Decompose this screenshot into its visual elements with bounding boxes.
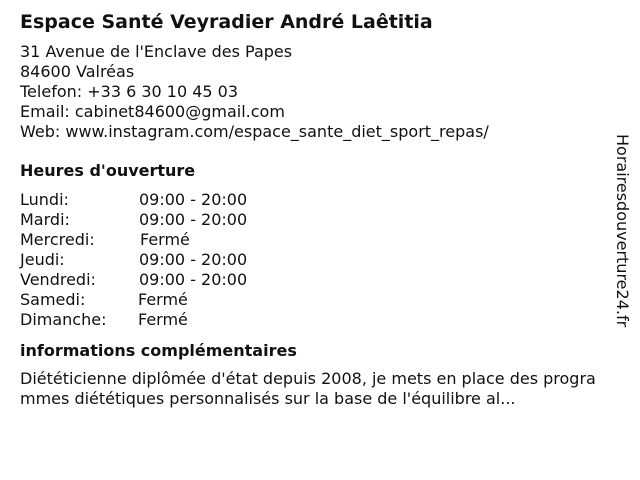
site-watermark: Horairesdouverture24.fr <box>613 134 632 328</box>
day-label: Dimanche: <box>20 310 107 329</box>
address-line-2: 84600 Valréas <box>20 62 135 81</box>
day-label: Samedi: <box>20 290 86 309</box>
phone-line: Telefon: +33 6 30 10 45 03 <box>20 82 239 101</box>
email-line: Email: cabinet84600@gmail.com <box>20 102 285 121</box>
opening-hours-heading: Heures d'ouverture <box>20 161 196 180</box>
contact-block <box>20 42 610 142</box>
business-card <box>20 10 610 409</box>
day-hours: Fermé <box>140 230 190 249</box>
web-line: Web: www.instagram.com/espace_sante_diet_sport_repas/ <box>20 122 489 141</box>
day-label: Lundi: <box>20 190 69 209</box>
day-hours: 09:00 - 20:00 <box>139 210 248 229</box>
address-line-1: 31 Avenue de l'Enclave des Papes <box>20 42 293 61</box>
day-hours: 09:00 - 20:00 <box>139 270 248 289</box>
opening-hours-list <box>20 190 610 330</box>
day-hours: 09:00 - 20:00 <box>139 190 248 209</box>
day-hours: 09:00 - 20:00 <box>139 250 248 269</box>
day-label: Jeudi: <box>20 250 65 269</box>
day-hours: Fermé <box>138 310 188 329</box>
hours-row-lundi <box>20 190 610 210</box>
hours-row-mercredi <box>20 230 610 250</box>
hours-row-mardi <box>20 210 610 230</box>
day-label: Mercredi: <box>20 230 95 249</box>
hours-row-dimanche <box>20 310 610 330</box>
hours-row-samedi <box>20 290 610 310</box>
day-hours: Fermé <box>138 290 188 309</box>
hours-row-vendredi <box>20 270 610 290</box>
additional-info-heading: informations complémentaires <box>20 341 297 360</box>
hours-row-jeudi <box>20 250 610 270</box>
additional-info-text: Diététicienne diplômée d'état depuis 2008, je mets en place des programmes diététiques personnalisés sur la base de l'équilibre al... <box>20 369 596 408</box>
day-label: Mardi: <box>20 210 70 229</box>
day-label: Vendredi: <box>20 270 96 289</box>
business-name: Espace Santé Veyradier André Laêtitia <box>20 11 433 33</box>
